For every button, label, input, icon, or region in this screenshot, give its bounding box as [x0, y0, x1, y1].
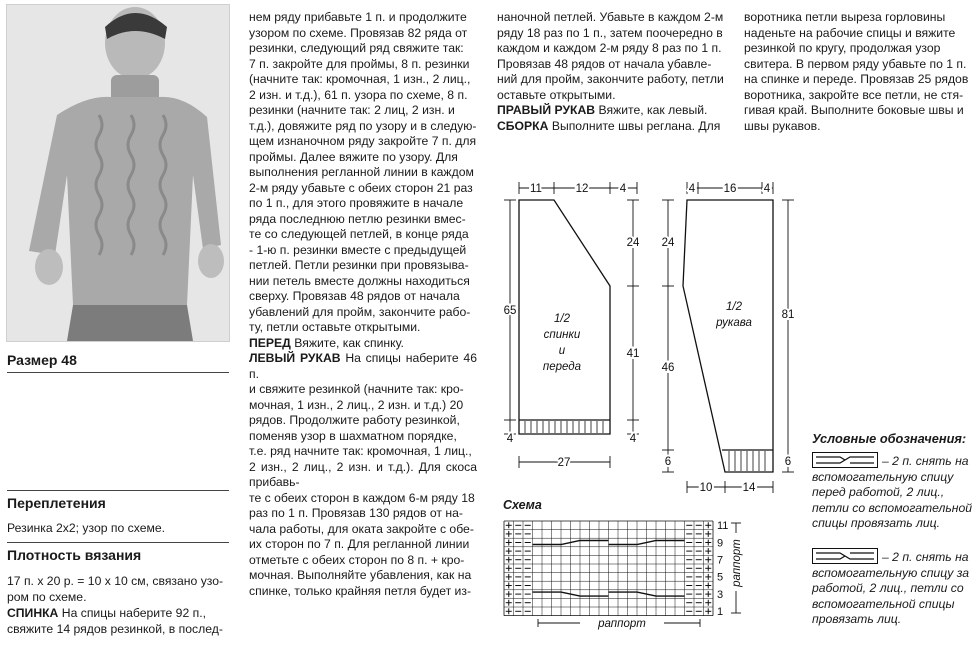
legend-item-1 — [812, 454, 972, 532]
text-line: (начните так: кромочная, 1 изн., 2 лиц., — [249, 72, 471, 86]
sleeve-ribbing-hatch — [729, 451, 765, 471]
back-intro-line — [7, 606, 229, 622]
chart-title: Схема — [503, 498, 542, 512]
dim-sleeve-left-bot: 6 — [664, 456, 672, 468]
gauge-text — [7, 574, 229, 605]
collar-instructions — [744, 10, 972, 134]
dim-back-left-bot: 4 — [506, 433, 514, 445]
text-line: проймы. Далее вяжите по узору. Для — [249, 149, 458, 164]
text-line: 7 п. закройте для проймы, 8 п. резинки — [249, 56, 470, 71]
patterns-title: Переплетения — [7, 495, 106, 511]
back-label-3: и — [558, 345, 566, 357]
dim-sleeve-top-right: 4 — [763, 183, 771, 195]
sleeve-instructions — [497, 10, 725, 103]
sleeve-label-2: рукава — [716, 317, 752, 329]
text-line: резинкой по кругу, продолжая узор — [744, 41, 941, 55]
assembly-text: Выполните швы реглана. Для — [551, 118, 721, 133]
chart-row-number: 9 — [717, 537, 724, 550]
back-front-pattern — [496, 176, 646, 478]
text-line: нии петель вместе должны находиться — [249, 273, 470, 288]
chart-repeat-side: раппорт — [731, 539, 743, 587]
dim-back-top-right: 4 — [619, 183, 627, 195]
dim-sleeve-bottom-left: 10 — [699, 482, 713, 494]
text-line: ний для пройм, закончите работу, петли — [497, 72, 724, 86]
text-line: свитера. В первом ряду убавьте по 1 п. — [744, 56, 967, 71]
text-line: оставьте открытыми. — [497, 87, 616, 102]
front-text: Вяжите, как спинку. — [294, 335, 404, 350]
front-section — [249, 336, 477, 352]
text-line: т.е. ряд начните так: кромочная, 1 лиц., — [249, 444, 472, 458]
size-title: Размер 48 — [7, 352, 77, 368]
text-line: гивая край. Выполните боковые швы и — [744, 103, 964, 117]
chart-row-number: 11 — [717, 520, 729, 533]
text-line: на спинке и переде. Провязав 25 рядов — [744, 72, 969, 86]
text-line: сверху. Провязав 48 рядов от начала — [249, 289, 460, 303]
legend-line: провязать лиц. — [812, 612, 902, 626]
left-sleeve-label: ЛЕВЫЙ РУКАВ — [249, 351, 341, 365]
back-intro — [7, 606, 229, 637]
text-line: и свяжите резинкой (начните так: кро- — [249, 382, 464, 396]
text-line: воротника, закройте все петли, не стя- — [744, 87, 964, 102]
text-line: отметьте с обеих сторон по 8 п. + кро- — [249, 552, 465, 567]
gauge-line: 17 п. х 20 р. = 10 х 10 см, связано узо- — [7, 574, 224, 588]
text-line: ряда последнюю петлю резинки вмес- — [249, 211, 466, 226]
text-line: 2 изн. и т.д.), 61 п. узора по схеме, 8 п. — [249, 87, 468, 102]
gauge-title: Плотность вязания — [7, 547, 142, 563]
front-label: ПЕРЕД — [249, 335, 291, 350]
text-line: - 1-ю п. резинки вместе с предыдущей — [249, 242, 467, 257]
legend-line: перед работой, 2 лиц., — [812, 485, 945, 499]
assembly-label: СБОРКА — [497, 118, 549, 133]
text-line: Провязав 48 рядов от начала убавле- — [497, 56, 712, 71]
text-line: ряду 18 раз по 1 п., затем поочередно в — [497, 25, 723, 40]
text-line: мочная. Выполняйте убавления, как на — [249, 568, 472, 582]
text-line: поменяв узор в шахматном порядке, — [249, 428, 457, 443]
dim-back-right-bot: 4 — [629, 433, 637, 445]
text-line: их сторон по 7 п. Для регланной линии — [249, 537, 470, 551]
right-sleeve-text: Вяжите, как левый. — [598, 103, 708, 117]
text-line: раз по 1 п. Провязав 130 рядов от на- — [249, 506, 463, 520]
text-line: узором по схеме. Провязав 82 ряда от — [249, 25, 468, 40]
divider — [7, 372, 229, 373]
sleeve-label-1: 1/2 — [726, 301, 742, 313]
left-sleeve-instructions — [249, 382, 477, 599]
back-label-2: спинки — [543, 329, 581, 341]
sleeve-outline — [683, 200, 773, 472]
text-line: петлей. Петли резинки при провязыва- — [249, 258, 469, 272]
dim-sleeve-right-bot: 6 — [784, 456, 792, 468]
dim-sleeve-top-mid: 16 — [723, 183, 737, 195]
back-label-4: переда — [542, 361, 582, 373]
text-line: выполнения регланной линии в каждом — [249, 165, 474, 179]
stitch-chart — [500, 515, 762, 643]
dim-sleeve-left-mid: 46 — [661, 362, 675, 374]
legend-item-2 — [812, 550, 969, 628]
instructions-column-2 — [249, 10, 477, 599]
ribbing-hatch — [525, 421, 603, 433]
chart-repeat-bottom: раппорт — [598, 618, 646, 630]
dim-back-bottom: 27 — [557, 457, 571, 469]
legend-line: вспомогательной спицы — [812, 596, 955, 611]
dim-back-right-top: 24 — [626, 237, 640, 249]
dim-back-top-left: 11 — [530, 183, 542, 195]
left-sleeve-text: На спицы наберите 46 п. — [249, 351, 477, 381]
legend-line: петли со вспомогательной — [812, 500, 973, 515]
legend-line: – 2 п. снять на — [882, 454, 969, 468]
text-line: спинке, только крайняя петля будет из- — [249, 583, 472, 598]
text-line: т.д.), довяжите ряд по узору и в следую- — [249, 118, 477, 133]
text-line: 2 изн., 2 лиц., 2 изн. и т.д.). Для скоса прибавь- — [249, 459, 477, 489]
dim-back-left-total: 65 — [503, 305, 517, 317]
text-line: те с обеих сторон в каждом 6-м ряду 18 — [249, 490, 475, 505]
instructions-column-3 — [497, 10, 725, 134]
text-line: наденьте на рабочие спицы и вяжите — [744, 25, 956, 40]
text-line: воротника петли выреза горловины — [744, 10, 946, 24]
back-intro-text: На спицы наберите 92 п., — [61, 606, 206, 620]
text-line: те со следующей петлей, в конце ряда — [249, 227, 469, 241]
divider — [7, 542, 229, 543]
text-line: резинки (начните так: 2 лиц, 2 изн. и — [249, 103, 455, 117]
sleeve-pattern — [654, 176, 804, 498]
back-intro-line: свяжите 14 рядов резинкой, в послед- — [7, 621, 223, 636]
text-line: швы рукавов. — [744, 118, 821, 133]
text-line: каждом и каждом 2-м ряду 8 раз по 1 п. — [497, 41, 722, 55]
right-sleeve-section — [497, 103, 725, 119]
legend-line: – 2 п. снять на — [882, 550, 969, 564]
back-label: СПИНКА — [7, 606, 59, 620]
divider — [7, 490, 229, 491]
text-line: убавлений для пройм, закончите рабо- — [249, 304, 471, 319]
back-label-1: 1/2 — [554, 313, 570, 325]
gauge-line: ром по схеме. — [7, 589, 87, 604]
assembly-section — [497, 119, 725, 135]
text-line: щем изнаночном ряду закройте 7 п. для — [249, 134, 477, 148]
dim-sleeve-left-top: 24 — [661, 237, 675, 249]
instructions-column-4 — [744, 10, 972, 134]
legend-title: Условные обозначения: — [812, 431, 967, 446]
back-instructions — [249, 10, 477, 336]
dim-sleeve-right-total: 81 — [781, 309, 795, 321]
text-line: нем ряду прибавьте 1 п. и продолжите — [249, 10, 467, 24]
chart-row-number: 5 — [717, 571, 724, 584]
left-sleeve-section — [249, 351, 477, 382]
legend-line: вспомогательную спицу за — [812, 565, 970, 580]
dim-back-right-mid: 41 — [626, 348, 640, 360]
text-line: наночной петлей. Убавьте в каждом 2-м — [497, 10, 724, 24]
text-line: мочная, 1 изн., 2 лиц., 2 изн. и т.д.) 20 — [249, 397, 464, 412]
text-line: резинки, следующий ряд свяжите так: — [249, 41, 464, 55]
legend-line: вспомогательную спицу — [812, 469, 954, 484]
legend-line: работой, 2 лиц., петли со — [812, 581, 964, 595]
dim-sleeve-bottom-right: 14 — [742, 482, 756, 494]
dim-sleeve-top-left: 4 — [688, 183, 696, 195]
text-line: чала работы, для оката закройте с обе- — [249, 521, 474, 536]
chart-row-number: 1 — [717, 606, 724, 619]
sweater-photo — [6, 4, 230, 342]
dim-back-top-mid: 12 — [575, 183, 589, 195]
man-sweater-illustration — [7, 5, 229, 341]
patterns-text: Резинка 2х2; узор по схеме. — [7, 521, 166, 535]
text-line: 2-м ряду убавьте с обеих сторон 21 раз — [249, 180, 473, 195]
text-line: по 1 п., для этого провяжите в начале — [249, 196, 464, 210]
text-line: рядов. Продолжите работу резинкой, — [249, 413, 460, 427]
chart-row-number: 3 — [717, 588, 724, 601]
text-line: ту, петли оставьте открытыми. — [249, 320, 421, 334]
right-sleeve-label: ПРАВЫЙ РУКАВ — [497, 103, 596, 117]
legend-line: спицы провязать лиц. — [812, 516, 941, 530]
chart-row-number: 7 — [717, 554, 724, 567]
